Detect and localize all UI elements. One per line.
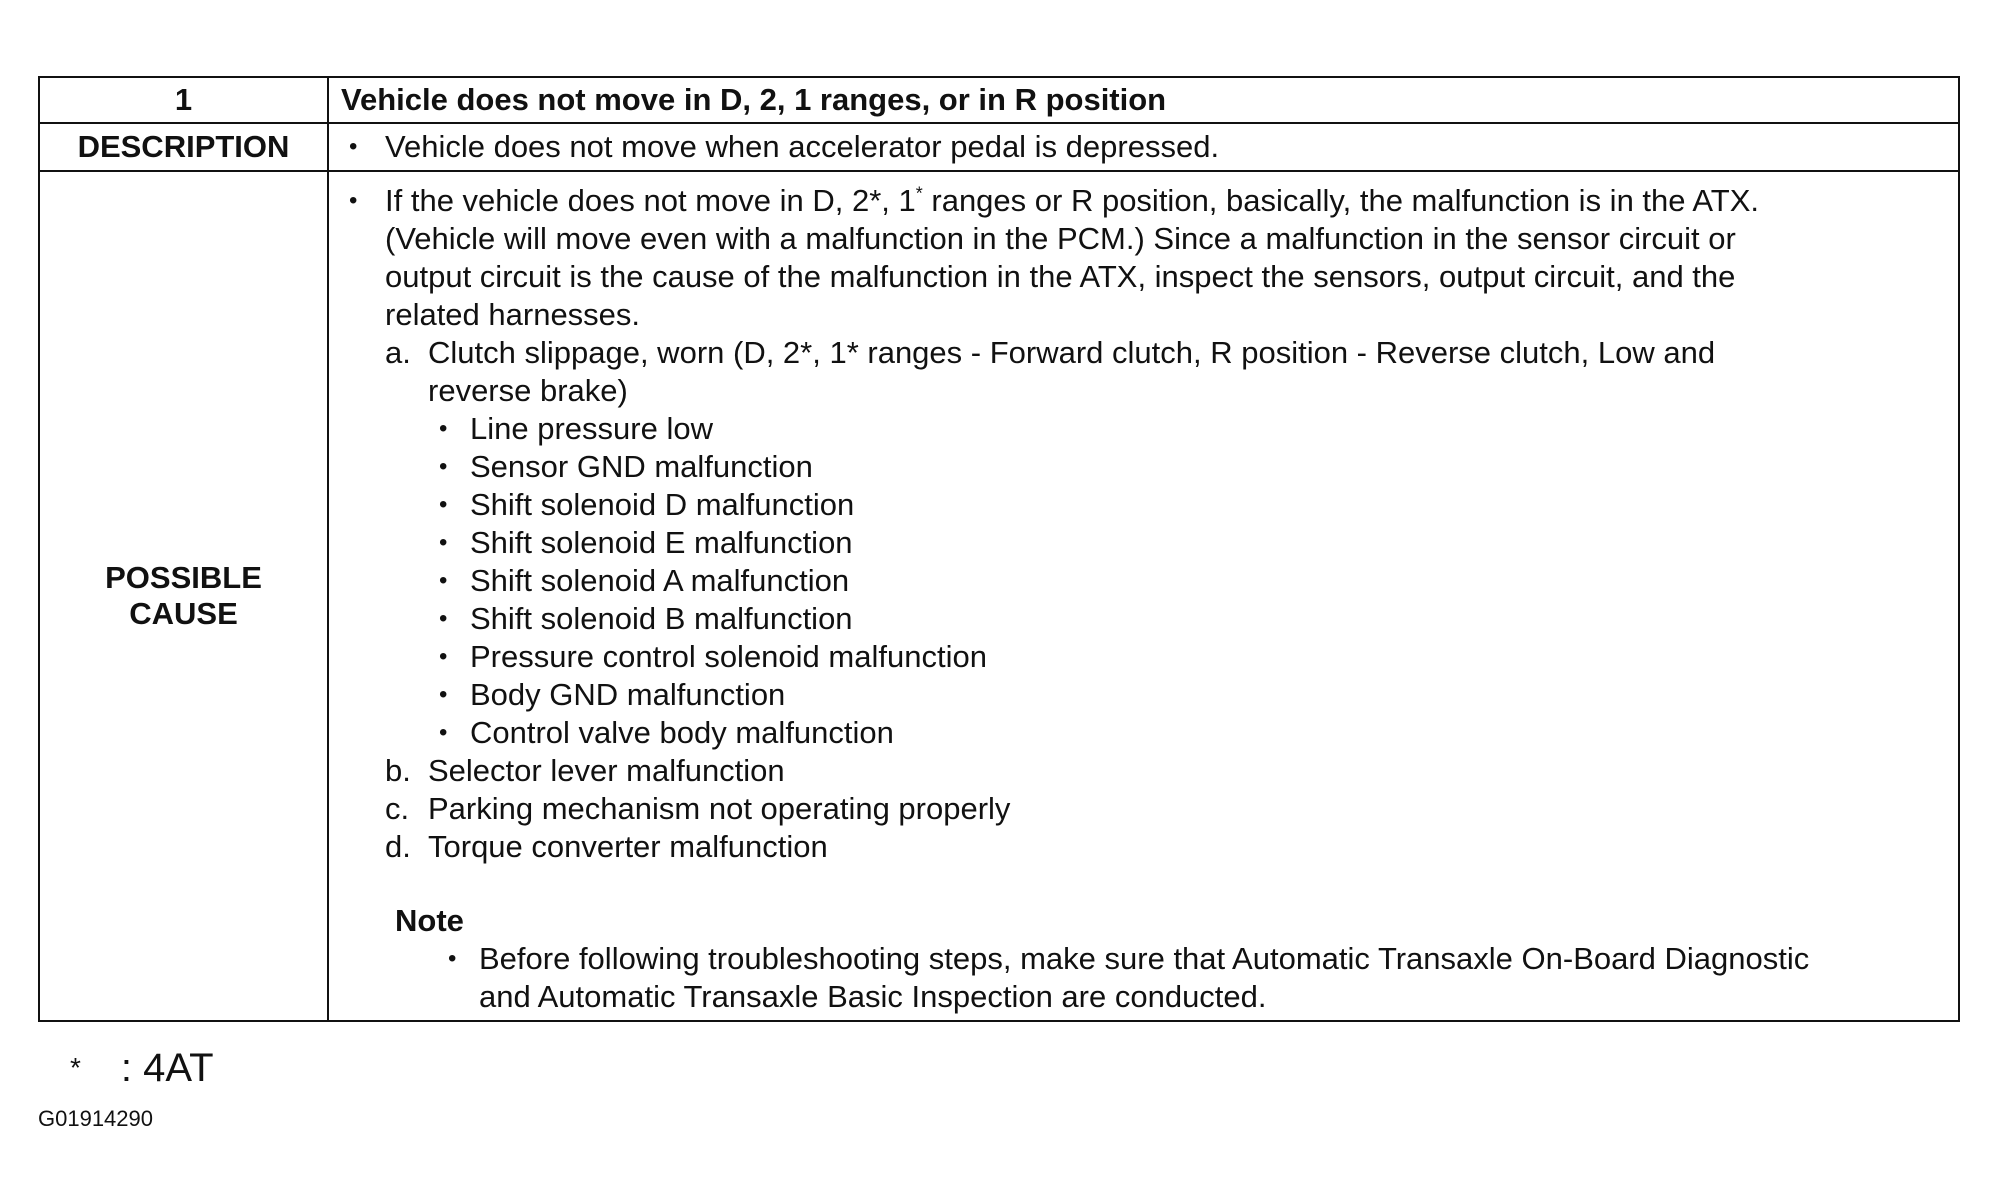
list-item: • Shift solenoid A malfunction [439, 563, 850, 598]
possible-cause-label-line2: CAUSE [129, 596, 238, 631]
cause-item-c: c. Parking mechanism not operating properly [385, 791, 1011, 826]
description-row [39, 123, 1959, 171]
list-item: • Shift solenoid B malfunction [439, 601, 853, 636]
footnote-star: * [70, 1052, 81, 1083]
intro-line: related harnesses. [385, 297, 641, 332]
intro-line: (Vehicle will move even with a malfunction in the PCM.) Since a malfunction in the sensor circuit or [385, 221, 1736, 256]
list-item: • Sensor GND malfunction [439, 449, 813, 484]
intro-line: If the vehicle does not move in D, 2*, 1* ranges or R position, basically, the malfunction is in the ATX. [385, 183, 1760, 218]
footnote [70, 1046, 214, 1090]
bullet-icon: • [439, 719, 448, 746]
note-line1: Before following troubleshooting steps, make sure that Automatic Transaxle On-Board Diagnostic [479, 941, 1810, 976]
bullet-icon: • [439, 643, 448, 670]
bullet-icon: • [439, 415, 448, 442]
cause-item-a-line2: reverse brake) [428, 373, 628, 408]
bullet-icon: • [439, 681, 448, 708]
possible-cause-cell [328, 171, 1959, 1021]
description-cell [328, 123, 1959, 171]
description-text: Vehicle does not move when accelerator pedal is depressed. [385, 129, 1220, 164]
bullet-icon: • [439, 605, 448, 632]
cause-item-d: d. Torque converter malfunction [385, 829, 828, 864]
step-title: Vehicle does not move in D, 2, 1 ranges, or in R position [328, 77, 1959, 123]
cause-item-a-line1: Clutch slippage, worn (D, 2*, 1* ranges - Forward clutch, R position - Reverse clutch, Low and [428, 335, 1716, 370]
troubleshooting-table [38, 76, 1960, 1022]
item-marker: d. [385, 829, 411, 864]
intro-paragraph [329, 182, 1948, 334]
note-line2: and Automatic Transaxle Basic Inspection are conducted. [479, 979, 1267, 1014]
item-marker: b. [385, 753, 411, 788]
bullet-icon: • [439, 567, 448, 594]
possible-cause-label-line1: POSSIBLE [105, 560, 262, 595]
cause-item-a [329, 334, 1948, 410]
header-row [39, 77, 1959, 123]
list-item: • Body GND malfunction [439, 677, 786, 712]
possible-cause-row [39, 171, 1959, 1021]
list-item: • Pressure control solenoid malfunction [439, 639, 987, 674]
list-item: • Line pressure low [439, 411, 713, 446]
note-item [329, 940, 1948, 1016]
figure-id: G01914290 [38, 1106, 153, 1131]
item-marker: c. [385, 791, 410, 826]
bullet-icon: • [439, 491, 448, 518]
list-item: • Control valve body malfunction [439, 715, 894, 750]
list-item: • Shift solenoid D malfunction [439, 487, 855, 522]
step-number: 1 [39, 77, 328, 123]
description-item [329, 128, 1958, 166]
cause-item-b: b. Selector lever malfunction [385, 753, 785, 788]
intro-line: output circuit is the cause of the malfunction in the ATX, inspect the sensors, output circuit, and the [385, 259, 1736, 294]
item-marker: a. [385, 335, 411, 370]
bullet-icon: • [439, 453, 448, 480]
bullet-icon: • [448, 945, 457, 972]
possible-cause-label [39, 171, 328, 1021]
bullet-icon: • [349, 187, 358, 214]
note-title: Note [395, 903, 464, 938]
bullet-icon: • [439, 529, 448, 556]
description-label: DESCRIPTION [39, 123, 328, 171]
list-item: • Shift solenoid E malfunction [439, 525, 853, 560]
footnote-text: : 4AT [120, 1046, 214, 1090]
bullet-icon: • [349, 133, 358, 160]
